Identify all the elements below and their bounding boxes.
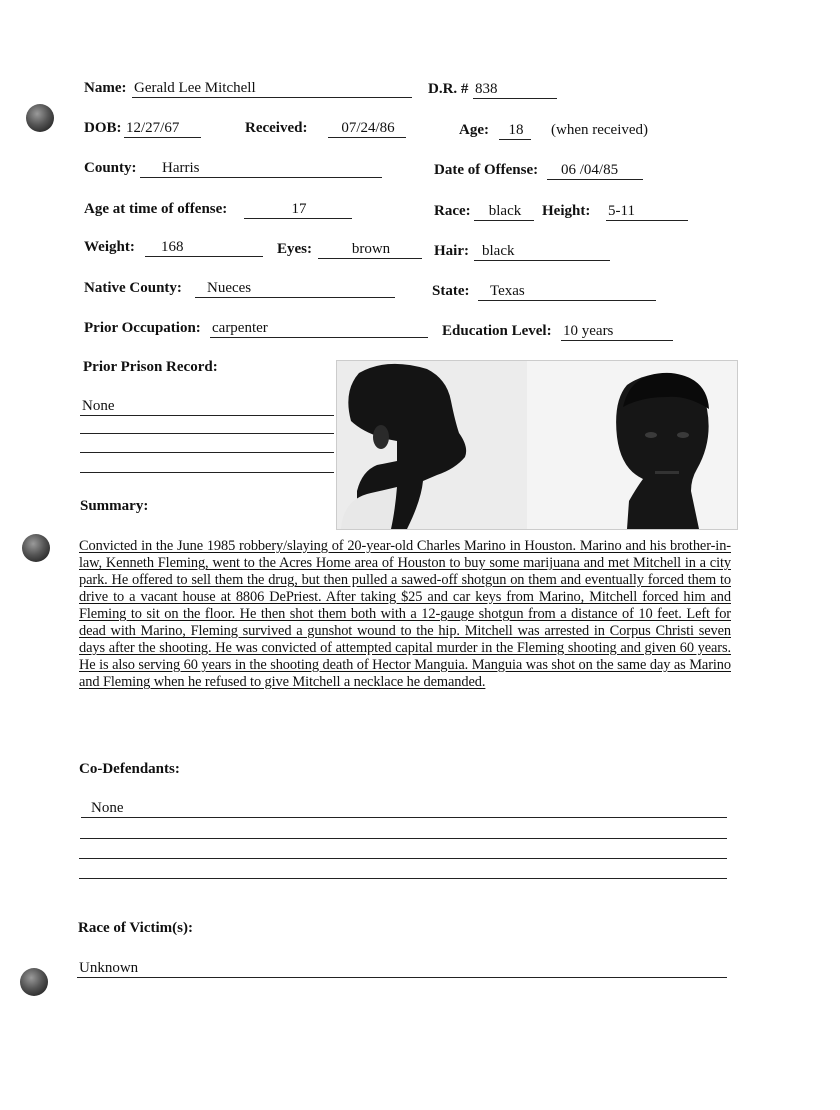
victim-race-heading: Race of Victim(s):: [78, 920, 193, 936]
height-label: Height:: [542, 203, 591, 219]
dr-value: 838: [473, 80, 557, 99]
age-label: Age:: [459, 122, 489, 138]
prior-record-line: [80, 433, 334, 434]
binder-hole-bottom: [20, 968, 48, 996]
hair-value: [474, 242, 610, 261]
codefendants-line: [79, 858, 727, 859]
native-county-label: Native County:: [84, 280, 182, 296]
codefendants-heading: Co-Defendants:: [79, 761, 180, 777]
codefendants-value: [81, 799, 727, 818]
age-value: 18: [499, 121, 531, 140]
dob-label: DOB:: [84, 120, 122, 136]
occupation-value: carpenter: [210, 319, 428, 338]
offense-date-label: Date of Offense:: [434, 162, 539, 178]
mugshot-image: [337, 361, 737, 529]
victim-race-value: Unknown: [77, 959, 727, 978]
race-value: black: [474, 202, 534, 221]
native-county-text: Nueces: [207, 280, 252, 296]
native-county-value: [195, 279, 395, 298]
age-note: (when received): [551, 122, 649, 138]
name-value: Gerald Lee Mitchell: [132, 79, 412, 98]
education-value: 10 years: [561, 322, 673, 341]
weight-value: [145, 238, 263, 257]
codefendants-text: None: [91, 800, 124, 816]
height-value: 5-11: [606, 202, 688, 221]
prior-record-label: Prior Prison Record:: [83, 359, 218, 375]
hair-label: Hair:: [434, 243, 469, 259]
codefendants-line: [80, 838, 727, 839]
dob-value: 12/27/67: [124, 119, 201, 138]
dr-label: D.R. #: [428, 81, 469, 97]
race-label: Race:: [434, 203, 471, 219]
eyes-value: brown: [318, 240, 422, 259]
weight-text: 168: [161, 239, 184, 255]
eyes-label: Eyes:: [277, 241, 312, 257]
prior-record-value: None: [80, 397, 334, 416]
offense-date-text: 06 /04/85: [561, 162, 619, 178]
weight-label: Weight:: [84, 239, 135, 255]
summary-text: Convicted in the June 1985 robbery/slaying of 20-year-old Charles Marino in Houston. Marino and his brother-in-law, Kenneth Fleming, went to the Acres Home area of Houston to buy some marijuana and met Mitchell in a city park. He offered to sell them the drug, but then pulled a sawed-off shotgun on them and eventually forced them to drive to a vacant house at 8806 DePriest. After taking $25 and car keys from Marino, Mitchell forced him and Fleming to sit on the floor. He then shot them both with a 12-gauge shotgun from a distance of 10 feet. Left for dead with Marino, Fleming survived a gunshot wound to the hip. Mitchell was arrested in Corpus Christi seven days after the shooting. He was convicted of attempted capital murder in the Fleming shooting and given 60 years. He is also serving 60 years in the shooting death of Hector Manguia. Manguia was shot on the same day as Marino and Fleming when he refused to give Mitchell a necklace he demanded.: [79, 538, 731, 690]
received-value: 07/24/86: [328, 119, 406, 138]
codefendants-line: [79, 878, 727, 879]
offense-date-value: [547, 161, 643, 180]
hair-text: black: [482, 243, 515, 259]
age-offense-label: Age at time of offense:: [84, 201, 228, 217]
prior-record-line: [80, 452, 334, 453]
state-value: [478, 282, 656, 301]
age-offense-value: 17: [244, 200, 352, 219]
binder-hole-middle: [22, 534, 50, 562]
mugshot-photo: [336, 360, 738, 530]
county-value: [140, 159, 382, 178]
county-label: County:: [84, 160, 137, 176]
state-text: Texas: [490, 283, 525, 299]
occupation-label: Prior Occupation:: [84, 320, 201, 336]
education-label: Education Level:: [442, 323, 552, 339]
prior-record-line: [80, 472, 334, 473]
binder-hole-top: [26, 104, 54, 132]
county-text: Harris: [162, 160, 200, 176]
state-label: State:: [432, 283, 470, 299]
received-label: Received:: [245, 120, 308, 136]
name-label: Name:: [84, 80, 127, 96]
summary-heading: Summary:: [80, 498, 149, 514]
